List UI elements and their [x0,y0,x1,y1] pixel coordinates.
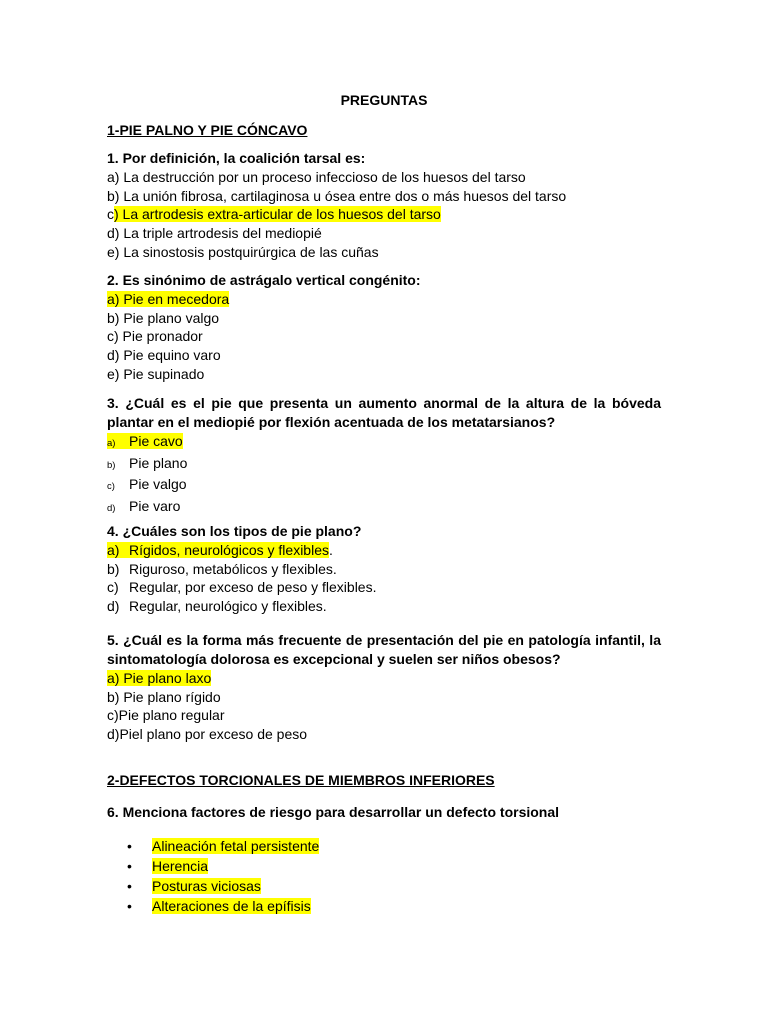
risk-factor-list [127,836,319,916]
option-letter: c [107,206,114,223]
section-1-title: 1-PIE PALNO Y PIE CÓNCAVO [107,122,308,138]
question-2 [107,271,661,384]
option-text: Pie varo [129,498,181,515]
question-5 [107,631,661,744]
question-6 [107,803,661,822]
question-3-option-c [107,475,661,497]
question-1 [107,149,661,262]
option-label: b) [107,459,116,471]
page-title: PREGUNTAS [340,92,428,108]
question-2-option-e: e) Pie supinado [107,365,205,382]
option-label: c) [107,579,119,596]
question-1-option-b: b) La unión fibrosa, cartilaginosa u ósea entre dos o más huesos del tarso [107,187,567,204]
highlighted-answer: Herencia [152,858,209,874]
question-5-option-d: d)Piel plano por exceso de peso [107,726,308,743]
question-4-option-d [107,597,661,616]
option-suffix: . [329,542,333,558]
option-label: d) [107,503,116,515]
question-5-option-a [107,669,661,688]
highlighted-answer: Rígidos, neurológicos y flexibles [129,542,329,558]
list-item [127,896,319,916]
highlighted-answer: Pie cavo [129,433,183,449]
question-5-option-c: c)Pie plano regular [107,707,225,724]
highlighted-answer: Posturas viciosas [152,878,261,894]
question-2-text: 2. Es sinónimo de astrágalo vertical congénito: [107,272,421,288]
question-3-options [107,432,661,519]
section-2-title: 2-DEFECTOS TORCIONALES DE MIEMBROS INFERIORES [107,772,495,788]
option-label: a) [107,438,116,449]
question-2-option-d: d) Pie equino varo [107,347,221,364]
question-3-option-a [107,432,661,454]
question-1-option-a: a) La destrucción por un proceso infeccioso de los huesos del tarso [107,169,526,185]
question-4 [107,522,661,616]
highlighted-answer: ) La artrodesis extra-articular de los huesos del tarso [114,206,441,223]
question-2-options [107,290,661,384]
question-1-option-c [107,205,661,224]
option-label: a) [107,542,120,558]
bullet-icon: • [127,898,132,914]
option-text: Riguroso, metabólicos y flexibles. [129,560,337,577]
bullet-icon: • [127,838,132,854]
option-text: Pie valgo [129,476,187,493]
list-item [127,836,319,856]
question-3-text: 3. ¿Cuál es el pie que presenta un aumento anormal de la altura de la bóveda plantar en el mediopié por flexión acentuada de los metatarsianos? [107,395,661,430]
highlighted-answer: a) Pie en mecedora [107,291,230,307]
bullet-icon: • [127,878,132,894]
question-1-option-d: d) La triple artrodesis del mediopié [107,225,322,242]
question-2-option-b: b) Pie plano valgo [107,309,220,326]
question-2-option-c: c) Pie pronador [107,328,203,345]
question-3 [107,394,661,519]
question-1-text: 1. Por definición, la coalición tarsal es: [107,150,366,166]
option-label: d) [107,598,120,615]
highlighted-answer: Alineación fetal persistente [152,838,320,854]
highlighted-answer: Alteraciones de la epífisis [152,898,311,914]
question-5-options [107,669,661,744]
option-text: Pie plano [129,454,188,471]
question-2-option-a [107,290,661,309]
option-text: Regular, neurológico y flexibles. [129,598,327,615]
question-3-option-d [107,497,661,519]
question-4-options [107,541,661,616]
question-1-option-e: e) La sinostosis postquirúrgica de las cuñas [107,243,379,260]
option-text: Regular, por exceso de peso y flexibles. [129,579,377,596]
question-1-options [107,168,661,262]
question-3-option-b [107,454,661,476]
list-item [127,876,319,896]
question-5-text: 5. ¿Cuál es la forma más frecuente de presentación del pie en patología infantil, la sintomatología dolorosa es excepcional y suelen ser niños obesos? [107,632,661,667]
bullet-icon: • [127,858,132,874]
question-6-text: 6. Menciona factores de riesgo para desarrollar un defecto torsional [107,804,560,820]
option-label: b) [107,560,120,577]
list-item [127,856,319,876]
question-4-option-c [107,578,661,597]
question-4-text: 4. ¿Cuáles son los tipos de pie plano? [107,523,362,539]
question-4-option-a [107,541,661,560]
question-4-option-b [107,560,661,579]
question-5-option-b: b) Pie plano rígido [107,688,221,705]
option-label: c) [107,481,115,493]
highlighted-answer: a) Pie plano laxo [107,670,212,686]
